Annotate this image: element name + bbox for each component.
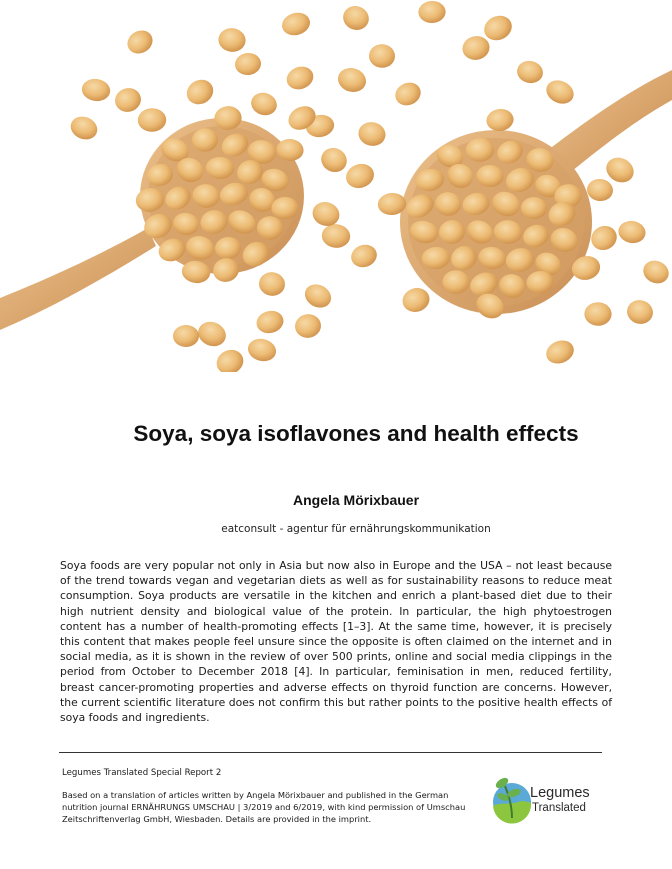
- soybean: [194, 318, 229, 351]
- soybean: [515, 59, 545, 86]
- sprout-globe-icon: [490, 772, 534, 826]
- soybean: [317, 144, 351, 177]
- soybean: [356, 119, 388, 148]
- soybean: [279, 10, 312, 39]
- legumes-translated-logo: [490, 772, 610, 828]
- soybean: [246, 336, 279, 364]
- soybean: [368, 44, 395, 69]
- soybean: [543, 336, 578, 367]
- soybean: [343, 160, 378, 192]
- soybean: [254, 308, 286, 336]
- source-note: Based on a translation of articles written by Angela Mörixbauer and published in the German nutrition journal ERNÄHRUNGS UMSCHAU | 3/2019 and 6/2019, with kind permission of Umschau Zeitschriftenverlag GmbH, Wiesbaden. Details are provided in the imprint.: [62, 790, 466, 824]
- author-affiliation: eatconsult - agentur für ernährungskommunikation: [221, 523, 491, 535]
- left-spoon-handle: [0, 228, 156, 330]
- soybean: [123, 26, 157, 58]
- soybean: [584, 302, 612, 326]
- soybean: [340, 2, 373, 33]
- soybean: [112, 85, 143, 115]
- soybean: [234, 52, 262, 77]
- hero-image: [0, 0, 672, 372]
- soybean: [617, 219, 648, 245]
- soybean: [257, 270, 286, 297]
- series-label: Legumes Translated Special Report 2: [62, 768, 222, 778]
- soybean: [460, 34, 491, 62]
- soybean: [138, 108, 167, 132]
- soybean: [542, 76, 577, 108]
- soybean: [400, 285, 433, 316]
- soybean: [67, 113, 100, 144]
- soybean: [392, 79, 425, 110]
- soybean: [293, 312, 322, 339]
- soybean: [173, 325, 199, 347]
- author-name: Angela Mörixbauer: [292, 492, 420, 508]
- soybean: [283, 63, 316, 93]
- article-title: Soya, soya isoflavones and health effects: [133, 421, 579, 446]
- abstract-text: Soya foods are very popular not only in Asia but now also in Europe and the USA – not least because of the trend towards vegan and vegetarian diets as well as for sustainability reasons to reduce meat consumption. Soya products are versatile in the kitchen and enrich a plant-based diet due to their high nutrient density and biological value of the protein. In particular, the high phytoestrogen content has a number of health-promoting effects [1–3]. At the same time, however, it is precisely this content that makes people feel unsure since the opposite is often claimed on the internet and in social media, as it is shown in the review of over 500 prints, online and social media clippings in the period from October to December 2018 [4]. In particular, feminisation in men, reduced fertility, breast cancer-promoting properties and adverse effects on thyroid function are concerns. However, the current scientific literature does not confirm this but rather points to the positive health effects of soya foods and ingredients.: [60, 559, 612, 725]
- soybean: [587, 222, 621, 255]
- logo-text-legumes: Legumes: [530, 785, 590, 801]
- soybean: [348, 242, 380, 271]
- soybean: [182, 75, 217, 109]
- soybean: [586, 178, 614, 203]
- soybean: [213, 346, 247, 372]
- footer-divider: [59, 752, 602, 753]
- soybean: [301, 280, 335, 312]
- logo-text-translated: Translated: [532, 802, 586, 814]
- soybean: [521, 197, 547, 219]
- soybean: [418, 1, 446, 24]
- soybean: [321, 223, 351, 249]
- soybean: [335, 65, 369, 96]
- soybean: [624, 297, 655, 327]
- soybean: [640, 257, 672, 288]
- soybean: [217, 27, 247, 54]
- soybean: [80, 77, 111, 103]
- soybean: [248, 90, 280, 119]
- soybean: [485, 107, 515, 133]
